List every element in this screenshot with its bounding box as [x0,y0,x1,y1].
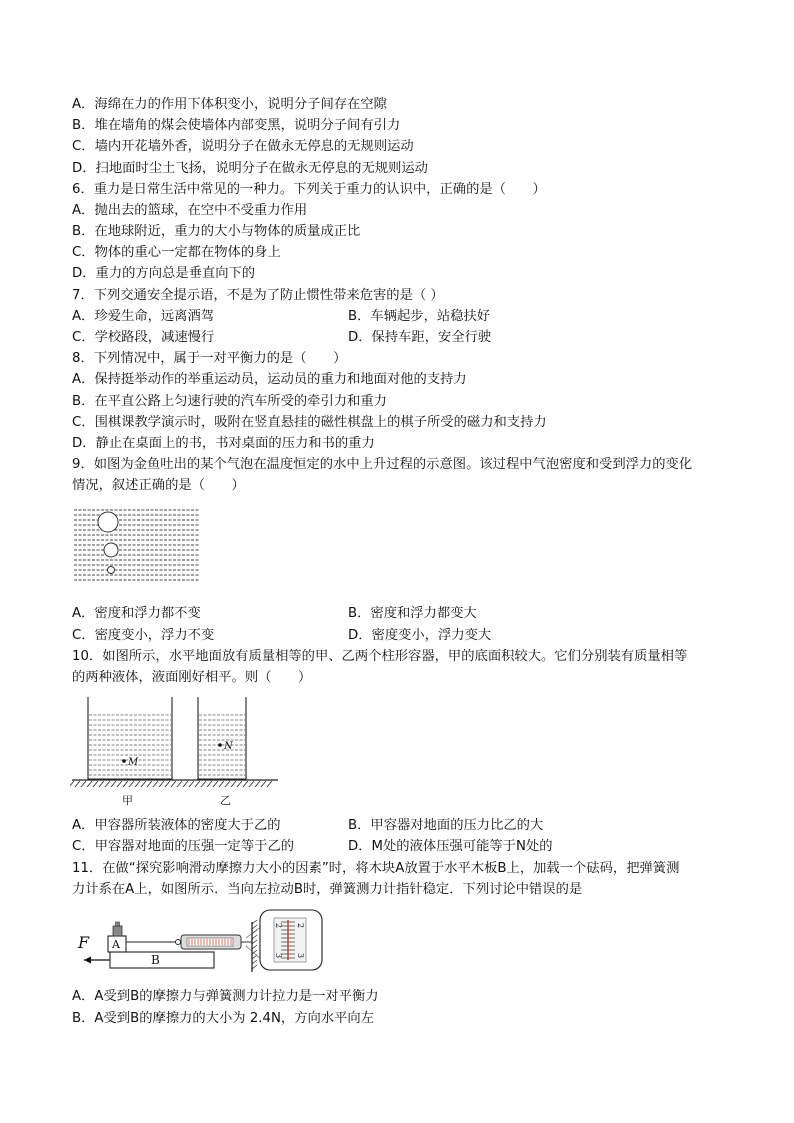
q9-option-c: C．密度变小，浮力不变 [72,628,215,643]
point-m [122,759,126,763]
q5-option-c: C．墙内开花墙外香，说明分子在做永无停息的无规则运动 [72,139,414,154]
ground-hatch-line [237,781,242,787]
wall-hatch-line [252,920,257,924]
zoom-label-top-right: 2 [296,923,305,929]
container-yi [198,697,246,779]
q5-option-b: B．堆在墙角的煤会使墙体内部变黑，说明分子间有引力 [72,118,401,133]
container-yi-label: 乙 [220,794,231,807]
force-f-label: F [78,933,90,952]
q5-option-d: D．扫地面时尘土飞扬，说明分子在做永无停息的无规则运动 [72,161,428,176]
board-b [110,952,214,968]
q8-option-b: B．在平直公路上匀速行驶的汽车所受的牵引力和重力 [72,394,387,409]
q8-stem: 8．下列情况中，属于一对平衡力的是（ ） [72,351,347,366]
wall-hatch-line [252,940,257,944]
ground-hatch-line [147,781,152,787]
q11-option-b: B．A受到B的摩擦力的大小为 2.4N，方向水平向左 [72,1011,375,1026]
q10-option-b: B．甲容器对地面的压力比乙的大 [348,818,544,833]
zoom-label-bottom-right: 3 [296,953,305,959]
small-bubble [108,567,115,574]
ground-hatch-line [93,781,98,787]
liquid-yi [199,715,245,775]
bubble-figure [74,506,202,592]
q10-option-c: C．甲容器对地面的压强一定等于乙的 [72,839,295,854]
ground-hatch-line [105,781,110,787]
ground-hatch-line [117,781,122,787]
q11-stem-line1: 11．在做“探究影响滑动摩擦力大小的因素”时，将木块A放置于水平木板B上，加载一个砝码，把弹簧测 [72,861,680,876]
friction-figure-svg [74,908,326,978]
ground-hatch-line [267,781,272,787]
q8-option-a: A．保持挺举动作的举重运动员，运动员的重力和地面对他的支持力 [72,372,467,387]
containers-figure [70,693,280,817]
ground-hatch-line [159,781,164,787]
q10-stem-line1: 10．如图所示，水平地面放有质量相等的甲、乙两个柱形容器，甲的底面积较大。它们分别装有质量相等 [72,649,688,664]
ground-hatch-line [261,781,266,787]
block-a-label: A [112,938,120,951]
ground-hatch-line [255,781,260,787]
q6-stem: 6．重力是日常生活中常见的一种力。下列关于重力的认识中，正确的是（ ） [72,182,546,197]
ground-hatch-line [207,781,212,787]
ground-hatch-line [171,781,176,787]
ground-hatch-line [189,781,194,787]
large-bubble [98,512,118,532]
ground-hatch-line [201,781,206,787]
container-jia-label: 甲 [122,794,133,807]
q6-option-d: D．重力的方向总是垂直向下的 [72,266,256,281]
q6-option-c: C．物体的重心一定都在物体的身上 [72,245,281,260]
q11-stem-line2: 力计系在A上，如图所示．当向左拉动B时，弹簧测力计指针稳定．下列讨论中错误的是 [72,882,583,897]
ground-hatch-line [213,781,218,787]
q7-option-b: B．车辆起步，站稳扶好 [348,309,491,324]
zoom-label-top-left: 2 [274,923,283,929]
ground-hatch-line [153,781,158,787]
q9-option-d: D．密度变小，浮力变大 [348,628,492,643]
board-b-label: B [151,953,160,967]
q11-option-a: A．A受到B的摩擦力与弹簧测力计拉力是一对平衡力 [72,989,379,1004]
ground-hatch-line [249,781,254,787]
water-lines [74,510,200,580]
wall-hatch-line [252,945,257,949]
point-n-label: N [224,741,233,752]
wall-hatch [252,920,257,969]
ground-hatch [70,781,272,787]
q6-option-a: A．抛出去的篮球，在空中不受重力作用 [72,203,308,218]
q10-stem-line2: 的两种液体，液面刚好相平。则（ ） [72,670,312,685]
point-n [218,743,222,747]
ground-hatch-line [135,781,140,787]
ground-hatch-line [141,781,146,787]
ground-hatch-line [165,781,170,787]
q7-stem: 7．下列交通安全提示语，不是为了防止惯性带来危害的是（ ） [72,288,444,303]
q9-stem-line2: 情况，叙述正确的是（ ） [72,478,245,493]
wall-hatch-line [252,925,257,929]
medium-bubble [104,543,118,557]
q9-option-b: B．密度和浮力都变大 [348,606,477,621]
wall-hatch-line [252,965,257,969]
weight-knob [116,922,120,926]
q7-option-c: C．学校路段，减速慢行 [72,330,215,345]
ground-hatch-line [129,781,134,787]
wall-hatch-line [252,935,257,939]
q10-option-a: A．甲容器所装液体的密度大于乙的 [72,818,281,833]
ground-hatch-line [123,781,128,787]
ground-hatch-line [177,781,182,787]
point-m-label: M [128,757,139,768]
weight-icon [113,926,122,936]
q10-option-d: D．M处的液体压强可能等于N处的 [348,839,553,854]
ground-hatch-line [195,781,200,787]
q8-option-c: C．围棋课教学演示时，吸附在竖直悬挂的磁性棋盘上的棋子所受的磁力和支持力 [72,415,547,430]
scale-ticks [189,939,231,945]
ground-hatch-line [75,781,80,787]
ground-hatch-line [219,781,224,787]
q7-option-a: A．珍爱生命，远离酒驾 [72,309,215,324]
q9-option-a: A．密度和浮力都不变 [72,606,201,621]
scale-hook [176,940,181,945]
containers-figure-svg [70,693,280,813]
ground-hatch-line [99,781,104,787]
force-arrow-head [84,957,91,964]
ground-hatch-line [183,781,188,787]
wall-hatch-line [252,960,257,964]
ground-hatch-line [87,781,92,787]
ground-hatch-line [231,781,236,787]
q5-option-a: A．海绵在力的作用下体积变小，说明分子间存在空隙 [72,97,387,112]
zoom-label-bottom-left: 3 [274,953,283,959]
ground-hatch-line [225,781,230,787]
bubble-figure-svg [74,506,202,588]
ground-hatch-line [111,781,116,787]
q9-stem-line1: 9．如图为金鱼吐出的某个气泡在温度恒定的水中上升过程的示意图。该过程中气泡密度和受到浮力的变化 [72,457,693,472]
q8-option-d: D．静止在桌面上的书，书对桌面的压力和书的重力 [72,436,375,451]
q7-option-d: D．保持车距，安全行驶 [348,330,492,345]
ground-hatch-line [81,781,86,787]
q6-option-b: B．在地球附近，重力的大小与物体的质量成正比 [72,224,361,239]
wall-hatch-line [252,955,257,959]
friction-figure [74,908,326,982]
ground-hatch-line [243,781,248,787]
ground-hatch-line [70,781,74,787]
